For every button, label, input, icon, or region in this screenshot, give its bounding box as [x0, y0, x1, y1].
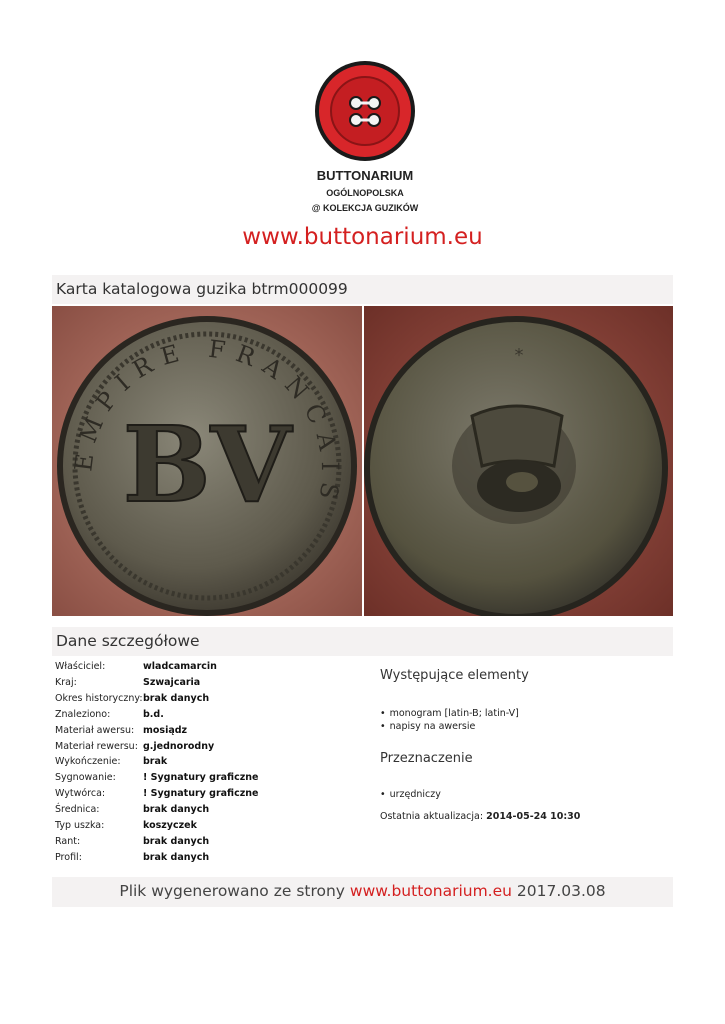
list-item: • urzędniczy	[380, 788, 670, 801]
detail-value: brak danych	[143, 835, 210, 847]
detail-label: Średnica:	[55, 804, 100, 816]
detail-label: Właściciel:	[55, 661, 106, 672]
detail-label: Rant:	[55, 835, 81, 847]
purpose-title: Przeznaczenie	[380, 751, 473, 766]
details-title: Dane szczegółowe	[52, 627, 673, 656]
detail-row	[55, 818, 258, 834]
detail-value: brak danych	[143, 692, 210, 704]
detail-row	[55, 723, 258, 739]
logo-brand: BUTTONARIUM	[316, 168, 414, 183]
button-back-image	[364, 306, 674, 616]
detail-label: Wykończenie:	[55, 756, 121, 768]
detail-value: g.jednorodny	[143, 740, 215, 752]
detail-label: Znaleziono:	[55, 708, 111, 720]
detail-value: brak	[143, 756, 168, 768]
front-monogram: BV	[122, 403, 292, 526]
button-front-image	[52, 306, 362, 616]
detail-value: ! Sygnatury graficzne	[143, 772, 259, 784]
elements-title: Występujące elementy	[380, 668, 529, 683]
detail-row	[55, 850, 258, 866]
logo-line2: @ KOLEKCJA GUZIKÓW	[311, 203, 419, 213]
footer	[52, 877, 673, 907]
detail-value: Szwajcaria	[143, 676, 201, 688]
detail-label: Typ uszka:	[55, 820, 105, 832]
detail-label: Materiał awersu:	[55, 724, 135, 736]
detail-row	[55, 675, 258, 691]
detail-label: Kraj:	[55, 676, 77, 688]
updated-value: 2014-05-24 10:30	[486, 811, 581, 822]
svg-text:*: *	[514, 345, 523, 366]
detail-label: Profil:	[55, 851, 82, 863]
site-url-link[interactable]: www.buttonarium.eu	[242, 224, 483, 250]
detail-row	[55, 754, 258, 770]
detail-label: Materiał rewersu:	[55, 740, 138, 752]
detail-row	[55, 770, 258, 786]
detail-value: brak danych	[143, 804, 210, 816]
detail-value: wladcamarcin	[143, 661, 217, 672]
list-item: • napisy na awersie	[380, 720, 670, 733]
last-updated	[380, 811, 670, 822]
updated-label: Ostatnia aktualizacja:	[380, 811, 484, 822]
detail-value: b.d.	[143, 708, 164, 720]
details-list	[55, 659, 258, 866]
detail-row	[55, 802, 258, 818]
front-legend: EMPIRE FRANCAIS	[69, 334, 345, 512]
detail-row	[55, 659, 258, 675]
detail-row	[55, 691, 258, 707]
detail-row	[55, 834, 258, 850]
detail-value: koszyczek	[143, 820, 197, 832]
button-photos	[52, 306, 673, 616]
buttonarium-logo	[300, 60, 430, 220]
purpose-list	[380, 788, 670, 801]
footer-url-link[interactable]: www.buttonarium.eu	[349, 882, 512, 900]
footer-date: 2017.03.08	[516, 882, 606, 900]
detail-row	[55, 786, 258, 802]
detail-value: mosiądz	[143, 724, 188, 736]
logo-line1: OGÓLNOPOLSKA	[326, 188, 404, 198]
detail-label: Wytwórca:	[55, 788, 106, 800]
front-photo	[52, 306, 362, 616]
button-logo-icon	[300, 60, 430, 220]
detail-row	[55, 739, 258, 755]
card-title: Karta katalogowa guzika btrm000099	[52, 275, 673, 304]
back-photo	[364, 306, 674, 616]
detail-value: ! Sygnatury graficzne	[143, 788, 259, 800]
footer-prefix: Plik wygenerowano ze strony	[119, 882, 345, 900]
list-item: • monogram [latin-B; latin-V]	[380, 707, 670, 720]
detail-row	[55, 707, 258, 723]
detail-value: brak danych	[143, 851, 210, 863]
detail-label: Sygnowanie:	[55, 772, 116, 784]
detail-label: Okres historyczny:	[55, 692, 143, 704]
elements-list	[380, 707, 670, 733]
right-column	[380, 668, 670, 822]
